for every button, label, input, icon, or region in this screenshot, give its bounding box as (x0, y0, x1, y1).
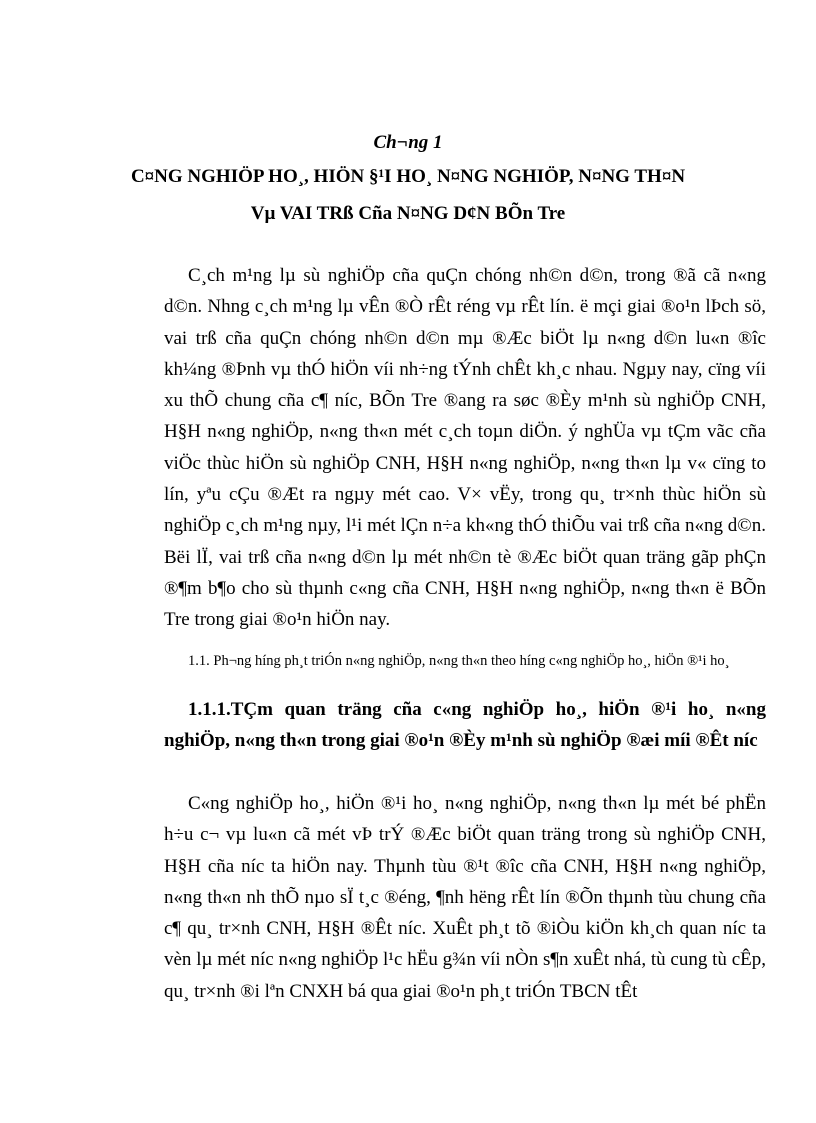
section-heading: 1.1. Ph¬ng híng ph¸t triÓn n«ng nghiÖp, n«ng th«n theo híng c«ng nghiÖp ho¸, hiÖn ®¹i ho¸ (188, 653, 730, 669)
intro-paragraph: C¸ch m¹ng lµ sù nghiÖp cña quÇn chóng nh©n d©n, trong ®ã cã n«ng d©n. Nhng c¸ch m¹ng lµ vÊn ®Ò rÊt réng vµ rÊt lín. ë mçi giai ®o¹n lÞch sö, vai trß cña quÇn chóng nh©n d©n mµ ®Æc biÖt lµ n«ng d©n lu«n ®îc kh¼ng ®Þnh vµ thÓ hiÖn víi nh÷ng tÝnh chÊt kh¸c nhau. Ngµy nay, cïng víi xu thÕ chung cña c¶ níc, BÕn Tre ®ang ra søc ®Èy m¹nh sù nghiÖp CNH, H§H n«ng nghiÖp, n«ng th«n mét c¸ch toµn diÖn. ý nghÜa vµ tÇm vãc cña viÖc thùc hiÖn sù nghiÖp CNH, H§H n«ng nghiÖp, n«ng th«n lµ v« cïng to lín, yªu cÇu ®Æt ra ngµy mét cao. V× vËy, trong qu¸ tr×nh thùc hiÖn sù nghiÖp c¸ch m¹ng nµy, l¹i mét lÇn n÷a kh«ng thÓ thiÕu vai trß cña n«ng d©n. Bëi lÏ, vai trß cña n«ng d©n lµ mét nh©n tè ®Æc biÖt quan träng gãp phÇn ®¶m b¶o cho sù thµnh c«ng cña CNH, H§H n«ng nghiÖp, n«ng th«n ë BÕn Tre trong giai ®o¹n hiÖn nay. (164, 265, 766, 631)
chapter-title-line-1: C¤NG NGHIÖP HO¸, HIÖN §¹I HO¸ N¤NG NGHIÖP, N¤NG TH¤N (130, 166, 686, 187)
body-paragraph: C«ng nghiÖp ho¸, hiÖn ®¹i ho¸ n«ng nghiÖp, n«ng th«n lµ mét bé phËn h÷u c¬ vµ lu«n cã mét vÞ trÝ ®Æc biÖt quan träng trong sù nghiÖp CNH, H§H cña níc ta hiÖn nay. Thµnh tùu ®¹t ®îc cña CNH, H§H n«ng nghiÖp, n«ng th«n nh thÕ nµo sÏ t¸c ®éng, ¶nh hëng rÊt lín ®Õn thµnh tùu chung cña c¶ qu¸ tr×nh CNH, H§H ®Êt níc. XuÊt ph¸t tõ ®iÒu kiÖn kh¸ch quan níc ta vèn lµ mét níc n«ng nghiÖp l¹c hËu g¾n víi nÒn s¶n xuÊt nhá, tù cung tù cÊp, qu¸ tr×nh ®i lªn CNXH bá qua giai ®o¹n ph¸t triÓn TBCN tÊt (164, 793, 766, 1002)
chapter-title-line-2: Vµ VAI TRß Cña N¤NG D¢N BÕn Tre (250, 203, 566, 224)
subsection-heading: 1.1.1.TÇm quan träng cña c«ng nghiÖp ho¸, hiÖn ®¹i ho¸ n«ng nghiÖp, n«ng th«n trong giai ®o¹n ®Èy m¹nh sù nghiÖp ®æi míi ®Êt níc (164, 699, 766, 751)
chapter-heading: Ch¬ng 1 (373, 132, 443, 153)
